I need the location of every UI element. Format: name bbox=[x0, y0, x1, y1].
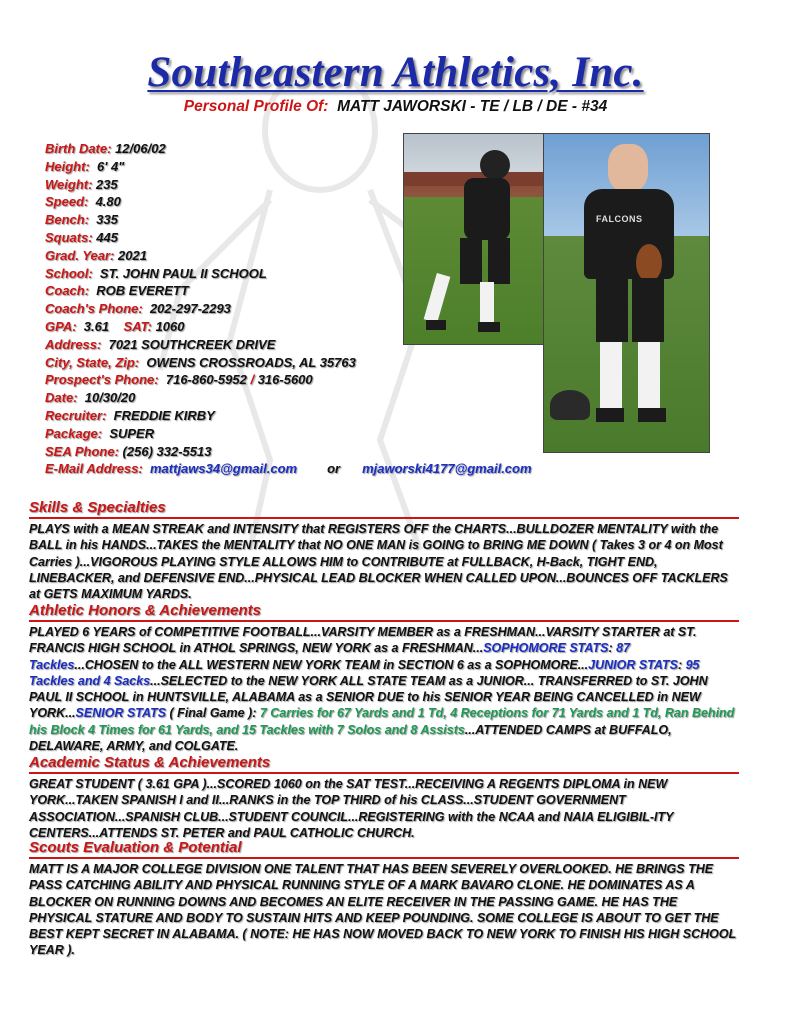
recruiter-value: FREDDIE KIRBY bbox=[113, 407, 215, 423]
height-label: Height: bbox=[45, 158, 90, 174]
address-label: Address: bbox=[45, 336, 102, 352]
date-label: Date: bbox=[45, 390, 78, 406]
subtitle-value: MATT JAWORSKI - TE / LB / DE - #34 bbox=[337, 98, 608, 115]
skills-heading: Skills & Specialties bbox=[29, 500, 739, 519]
profile-subtitle bbox=[0, 98, 791, 116]
honors-text-1: PLAYED 6 YEARS of COMPETITIVE FOOTBALL...VARSITY MEMBER as a FRESHMAN...VARSITY STARTER at ST. FRANCIS HIGH SCHOOL in ATHOL SPRINGS, NEW YORK as a FRESHMAN... bbox=[29, 625, 697, 656]
coach-value: ROB EVERETT bbox=[96, 283, 189, 299]
date-value: 10/30/20 bbox=[84, 390, 136, 406]
skills-section bbox=[29, 500, 739, 602]
sea-phone-value: (256) 332-5513 bbox=[122, 443, 212, 459]
coach-phone-label: Coach's Phone: bbox=[45, 301, 143, 317]
subtitle-label: Personal Profile Of: bbox=[183, 98, 329, 115]
bench-value: 335 bbox=[96, 212, 118, 228]
squats-value: 445 bbox=[96, 229, 118, 245]
scouts-section bbox=[29, 840, 739, 959]
prospect-phone-value: 716-860-5952 bbox=[165, 372, 247, 388]
squats-label: Squats: bbox=[45, 229, 93, 245]
email-label: E-Mail Address: bbox=[45, 461, 143, 477]
sea-phone-label: SEA Phone: bbox=[45, 443, 119, 459]
coach-label: Coach: bbox=[45, 283, 90, 299]
jersey-text: FALCONS bbox=[596, 214, 643, 224]
school-label: School: bbox=[45, 265, 93, 281]
sophomore-stats-label: SOPHOMORE STATS bbox=[483, 641, 609, 656]
company-title: Southeastern Athletics, Inc. bbox=[147, 49, 644, 96]
email-link-1[interactable]: mattjaws34@gmail.com bbox=[150, 461, 298, 477]
academic-section bbox=[29, 755, 739, 841]
sat-value: 1060 bbox=[155, 318, 185, 334]
package-label: Package: bbox=[45, 425, 103, 441]
birth-date-value: 12/06/02 bbox=[115, 141, 166, 156]
grad-year-label: Grad. Year: bbox=[45, 247, 115, 263]
academic-heading: Academic Status & Achievements bbox=[29, 755, 739, 774]
sat-label: SAT: bbox=[123, 318, 152, 334]
package-value: SUPER bbox=[109, 425, 155, 441]
senior-stats-label: SENIOR STATS bbox=[75, 706, 167, 721]
email-link-2[interactable]: mjaworski4177@gmail.com bbox=[362, 461, 532, 477]
prospect-phone-value-2: 316-5600 bbox=[257, 372, 313, 388]
sophomore-stats: 87 Tackles bbox=[29, 641, 631, 672]
player-photo-stance bbox=[403, 133, 544, 345]
honors-text-4: ...ATTENDED CAMPS at BUFFALO, DELAWARE, ARMY, and COLGATE. bbox=[29, 722, 672, 754]
scouts-heading: Scouts Evaluation & Potential bbox=[29, 840, 739, 859]
prospect-phone-label: Prospect's Phone: bbox=[45, 372, 159, 388]
skills-body: PLAYS with a MEAN STREAK and INTENSITY that REGISTERS OFF the CHARTS...BULLDOZER MENTALITY with the BALL in his HANDS...TAKES the MENTALITY that NO ONE MAN is GOING to BRING ME DOWN ( Takes 3 or 4 on Most Carries )...VIGOROUS PLAYING STYLE ALLOWS HIM to CONTRIBUTE at FULLBACK, H-Back, TIGHT END, LINEBACKER, and DEFENSIVE END...PHYSICAL LEAD BLOCKER WHEN CALLED UPON...BOUNCES OFF TACKLERS at GETS MAXIMUM YARDS. bbox=[29, 522, 728, 602]
weight-label: Weight: bbox=[45, 176, 93, 192]
school-value: ST. JOHN PAUL II SCHOOL bbox=[99, 265, 267, 281]
prospect-phone-separator: / bbox=[250, 372, 255, 388]
sophomore-stats-colon: : bbox=[608, 641, 613, 656]
honors-heading: Athletic Honors & Achievements bbox=[29, 603, 739, 622]
honors-text-3: ...SELECTED to the NEW YORK ALL STATE TEAM as a JUNIOR... TRANSFERRED to ST. JOHN PAUL II SCHOOL in HUNTSVILLE, ALABAMA as a SENIOR DUE to his SENIOR YEAR BEING CANCELLED in NEW YORK... bbox=[29, 673, 708, 721]
senior-stats: 7 Carries for 67 Yards and 1 Td, 4 Receptions for 71 Yards and 1 Td, Ran Behind his Block 4 Times for 61 Yards, and 15 Tackles with 7 Solos and 8 Assists bbox=[29, 706, 735, 737]
gpa-value: 3.61 bbox=[83, 318, 110, 334]
coach-phone-value: 202-297-2293 bbox=[149, 301, 231, 317]
speed-label: Speed: bbox=[45, 194, 89, 210]
honors-body bbox=[29, 624, 739, 754]
grad-year-value: 2021 bbox=[118, 247, 147, 263]
player-head bbox=[608, 144, 648, 192]
bench-label: Bench: bbox=[45, 212, 90, 228]
senior-stats-note: ( Final Game ): bbox=[169, 706, 257, 721]
junior-stats: 95 Tackles and 4 Sacks bbox=[29, 657, 700, 688]
speed-value: 4.80 bbox=[95, 194, 121, 210]
email-or: or bbox=[327, 461, 341, 477]
helmet-icon bbox=[550, 390, 590, 420]
birth-date-label: Birth Date: bbox=[45, 141, 112, 156]
junior-stats-colon: : bbox=[677, 657, 683, 672]
honors-section bbox=[29, 603, 739, 754]
honors-text-2: ...CHOSEN to the ALL WESTERN NEW YORK TEAM in SECTION 6 as a SOPHOMORE... bbox=[74, 657, 589, 672]
address-value: 7021 SOUTHCREEK DRIVE bbox=[108, 336, 276, 352]
gpa-label: GPA: bbox=[45, 318, 77, 334]
city-state-zip-value: OWENS CROSSROADS, AL 35763 bbox=[146, 354, 356, 370]
height-value: 6' 4" bbox=[97, 158, 125, 174]
city-state-zip-label: City, State, Zip: bbox=[45, 354, 140, 370]
recruiter-label: Recruiter: bbox=[45, 407, 107, 423]
academic-body: GREAT STUDENT ( 3.61 GPA )...SCORED 1060 on the SAT TEST...RECEIVING A REGENTS DIPLOMA in NEW YORK...TAKEN SPANISH I and II...RANKS in the TOP THIRD of his CLASS...STUDENT GOVERNMENT ASSOCIATION...SPANISH CLUB...STUDENT COUNCIL...REGISTERING with the NCAA and NAIA ELIGIBIL-ITY CENTERS...ATTENDS ST. PETER and PAUL CATHOLIC CHURCH. bbox=[29, 777, 674, 840]
scouts-body: MATT IS A MAJOR COLLEGE DIVISION ONE TALENT THAT HAS BEEN SEVERELY OVERLOOKED. HE BRINGS THE PASS CATCHING ABILITY AND PHYSICAL RUNNING STYLE OF A MARK BAVARO CLONE. HE DOMINATES AS A BLOCKER ON RUNNING DOWNS AND BECOMES AN ELITE RECEIVER IN THE PASSING GAME. HE HAS THE PHYSICAL STATURE AND BODY TO SUSTAIN HITS AND KEEP POUNDING. SOME COLLEGE IS ABOUT TO GET THE BEST KEPT SECRET IN ALABAMA. ( NOTE: HE HAS NOW MOVED BACK TO NEW YORK TO FINISH HIS HIGH SCHOOL YEAR ). bbox=[29, 862, 736, 958]
info-email bbox=[45, 460, 645, 478]
player-photo-standing bbox=[543, 133, 710, 453]
weight-value: 235 bbox=[96, 176, 118, 192]
junior-stats-label: JUNIOR STATS bbox=[588, 657, 678, 672]
